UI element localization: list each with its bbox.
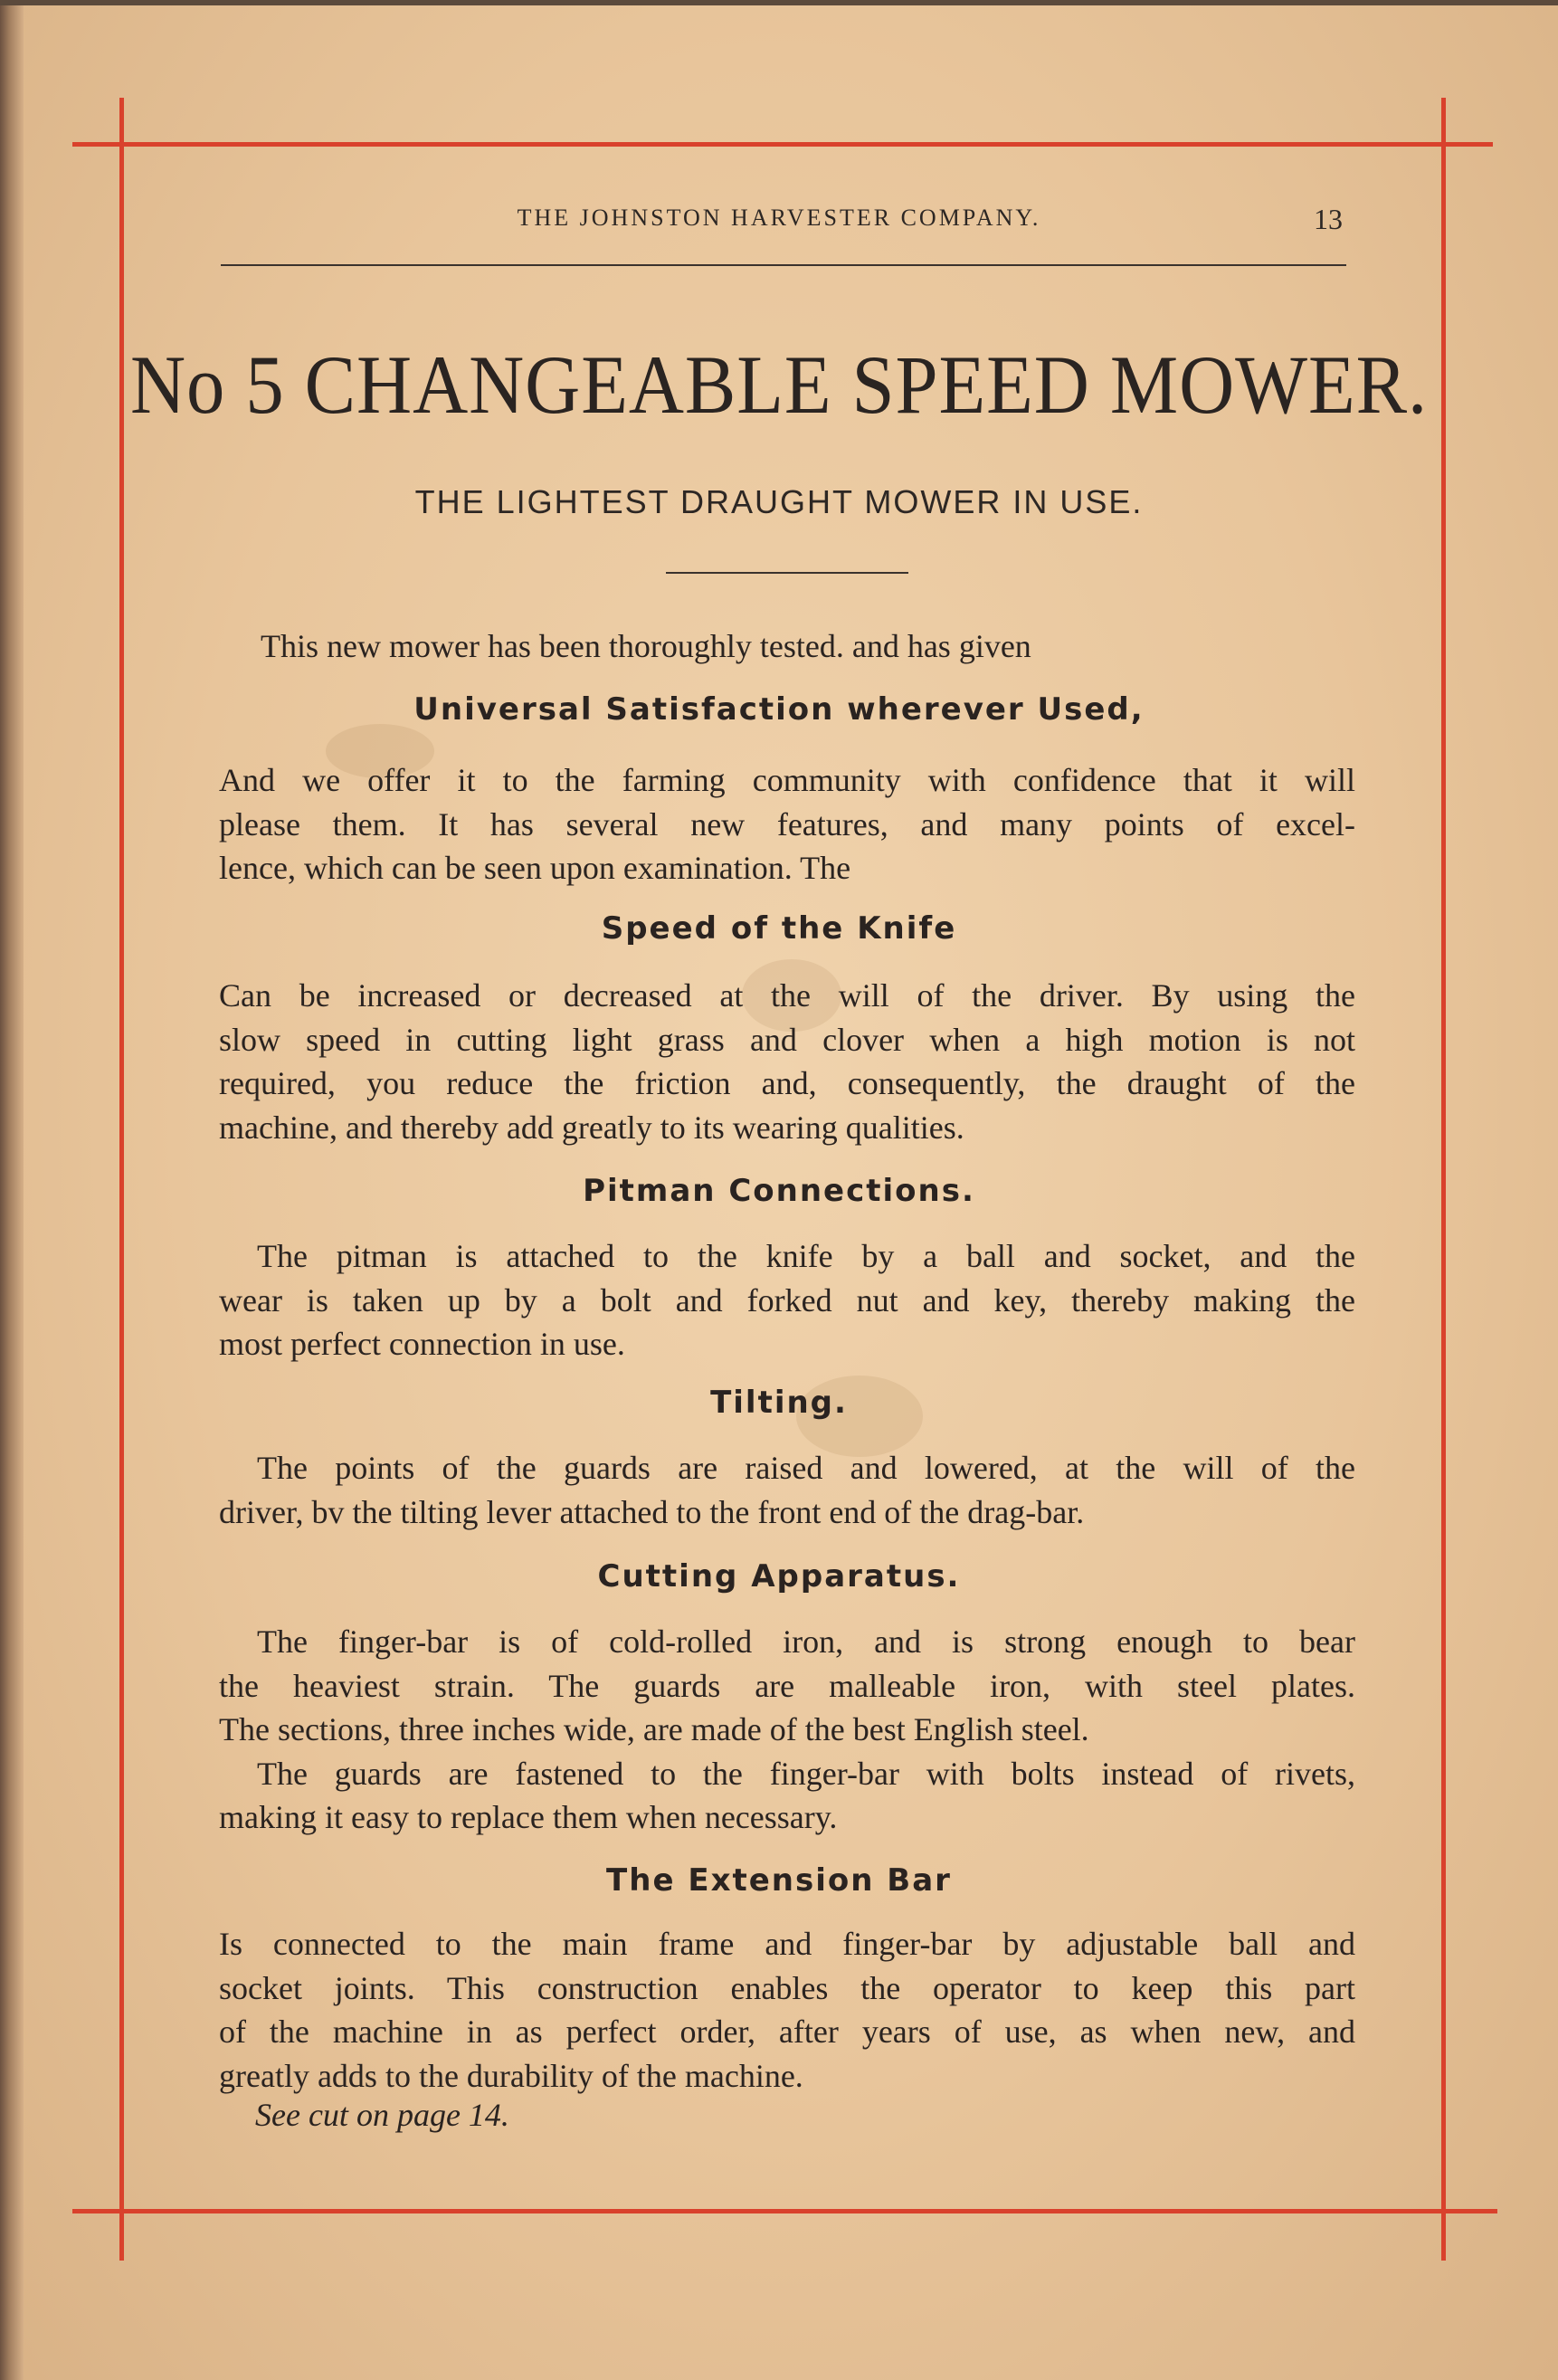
paragraph-line: please them. It has several new features, and many points of excel- — [219, 805, 1355, 843]
paragraph-extension — [219, 1922, 1355, 2098]
paragraph-speed — [219, 974, 1355, 1149]
paragraph-line: The guards are fastened to the finger-bar with bolts instead of rivets, — [257, 1755, 1355, 1792]
paragraph-cutting — [219, 1620, 1355, 1840]
intro-line: This new mower has been thoroughly tested. and has given — [261, 628, 1031, 664]
header-divider — [221, 264, 1346, 266]
heading-tilting: Tilting. — [710, 1385, 848, 1421]
paragraph-line: The finger-bar is of cold-rolled iron, and is strong enough to bear — [257, 1623, 1355, 1660]
see-cut-reference: See cut on page 14. — [255, 2097, 509, 2133]
paragraph-line: lence, which can be seen upon examination. The — [219, 850, 851, 886]
page-title: No 5 CHANGEABLE SPEED MOWER. — [129, 338, 1429, 431]
border-bottom-rule — [72, 2209, 1497, 2213]
paragraph-pitman — [219, 1234, 1355, 1366]
paragraph-universal — [219, 758, 1355, 890]
paragraph-tilting — [219, 1446, 1355, 1534]
paragraph-line: the heaviest strain. The guards are malleable iron, with steel plates. — [219, 1667, 1355, 1704]
paragraph-line: making it easy to replace them when necessary. — [219, 1799, 838, 1835]
page-subtitle: THE LIGHTEST DRAUGHT MOWER IN USE. — [414, 483, 1144, 520]
heading-speed-of-knife: Speed of the Knife — [601, 910, 957, 947]
paragraph-line: machine, and thereby add greatly to its wearing qualities. — [219, 1109, 964, 1146]
paragraph-line: driver, bv the tilting lever attached to the front end of the drag-bar. — [219, 1493, 1085, 1530]
title-divider — [666, 572, 908, 574]
heading-extension-bar: The Extension Bar — [606, 1862, 952, 1899]
heading-universal-satisfaction: Universal Satisfaction wherever Used, — [413, 691, 1145, 728]
heading-cutting-apparatus: Cutting Apparatus. — [597, 1558, 961, 1595]
paragraph-line: Is connected to the main frame and finger-bar by adjustable ball and — [219, 1926, 1355, 1962]
paragraph-line: wear is taken up by a bolt and forked nut and key, thereby making the — [219, 1281, 1355, 1319]
intro-paragraph — [261, 624, 1256, 669]
paragraph-line: The sections, three inches wide, are made of the best English steel. — [219, 1711, 1089, 1747]
paragraph-line: slow speed in cutting light grass and clover when a high motion is not — [219, 1021, 1355, 1058]
page-number: 13 — [1314, 203, 1343, 235]
page-top-edge — [0, 0, 1558, 5]
paragraph-line: required, you reduce the friction and, consequently, the draught of the — [219, 1065, 1355, 1101]
paragraph-line: greatly adds to the durability of the machine. — [219, 2057, 803, 2094]
heading-pitman-connections: Pitman Connections. — [583, 1173, 975, 1209]
paragraph-line: The pitman is attached to the knife by a ball and socket, and the — [257, 1238, 1355, 1274]
paragraph-line: most perfect connection in use. — [219, 1326, 625, 1362]
border-top-rule — [72, 142, 1493, 147]
paragraph-line: Can be increased or decreased at the will of the driver. By using the — [219, 977, 1355, 1014]
paragraph-line: of the machine in as perfect order, after years of use, as when new, and — [219, 2013, 1355, 2050]
running-head: THE JOHNSTON HARVESTER COMPANY. — [517, 205, 1041, 231]
paragraph-line: socket joints. This construction enables the operator to keep this part — [219, 1969, 1355, 2006]
paragraph-line: And we offer it to the farming community with confidence that it will — [219, 762, 1355, 798]
paragraph-line: The points of the guards are raised and lowered, at the will of the — [257, 1450, 1355, 1486]
